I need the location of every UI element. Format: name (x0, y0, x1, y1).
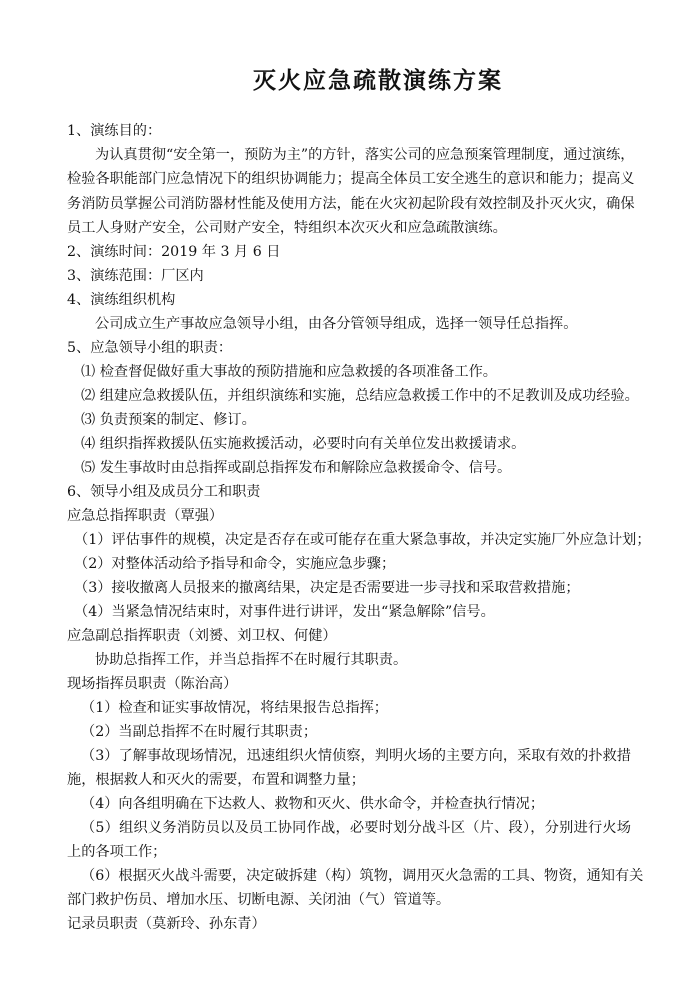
list-item: （4）当紧急情况结束时，对事件进行讲评，发出“紧急解除”信号。 (74, 604, 495, 620)
section-2-heading: 2、演练时间：2019 年 3 月 6 日 (67, 244, 281, 260)
list-item: （3）了解事故现场情况，迅速组织火情侦察，判明火场的主要方向，采取有效的扑救措 (81, 748, 631, 764)
subheading: 应急副总指挥职责（刘赟、刘卫权、何健） (67, 628, 337, 644)
list-item: （1）检查和证实事故情况，将结果报告总指挥； (81, 700, 388, 716)
list-item-continuation: 上的各项工作； (67, 844, 167, 860)
list-item: ⑶ 负责预案的制定、修订。 (81, 412, 256, 428)
body-line: 员工人身财产安全，公司财产安全，特组织本次灭火和应急疏散演练。 (67, 220, 507, 236)
list-item: ⑸ 发生事故时由总指挥或副总指挥发布和解除应急救援命令、信号。 (81, 460, 512, 476)
section-3-heading: 3、演练范围：厂区内 (67, 268, 204, 284)
list-item: （2）对整体活动给予指导和命令，实施应急步骤； (74, 556, 396, 572)
list-item: （2）当副总指挥不在时履行其职责； (81, 724, 318, 740)
list-item: （6）根据灭火战斗需要，决定破拆建（构）筑物，调用灭火急需的工具、物资，通知有关 (81, 868, 644, 884)
list-item: （1）评估事件的规模，决定是否存在或可能存在重大紧急事故，并决定实施厂外应急计划； (74, 532, 651, 548)
subheading: 应急总指挥职责（覃强） (67, 508, 224, 524)
list-item: ⑵ 组建应急救援队伍，并组织演练和实施，总结应急救援工作中的不足教训及成功经验。 (81, 388, 639, 404)
list-item-continuation: 部门救护伤员、增加水压、切断电源、关闭油（气）管道等。 (67, 892, 451, 908)
body-line: 为认真贯彻“安全第一，预防为主”的方针，落实公司的应急预案管理制度，通过演练， (95, 147, 635, 163)
section-1-heading: 1、演练目的： (67, 123, 162, 139)
subheading: 现场指挥员职责（陈治高） (67, 676, 238, 692)
list-item: （5）组织义务消防员以及员工协同作战，必要时划分战斗区（片、段），分别进行火场 (81, 820, 631, 836)
document-title: 灭火应急疏散演练方案 (253, 67, 503, 94)
list-item: ⑴ 检查督促做好重大事故的预防措施和应急救援的各项准备工作。 (81, 364, 497, 380)
section-4-heading: 4、演练组织机构 (67, 292, 176, 308)
section-6-heading: 6、领导小组及成员分工和职责 (67, 484, 261, 500)
body-line: 务消防员掌握公司消防器材性能及使用方法，能在火灾初起阶段有效控制及扑灭火灾，确保 (67, 196, 635, 212)
list-item-continuation: 施，根据救人和灭火的需要，布置和调整力量； (67, 772, 365, 788)
list-item: （4）向各组明确在下达救人、救物和灭火、供水命令，并检查执行情况； (81, 796, 545, 812)
body-line: 公司成立生产事故应急领导小组，由各分管领导组成，选择一领导任总指挥。 (95, 316, 578, 332)
list-item: ⑷ 组织指挥救援队伍实施救援活动，必要时向有关单位发出救援请求。 (81, 436, 526, 452)
list-item: （3）接收撤离人员报来的撤离结果，决定是否需要进一步寻找和采取营救措施； (74, 580, 580, 596)
subheading: 记录员职责（莫新玲、孙东青） (67, 916, 266, 932)
body-line: 检验各职能部门应急情况下的组织协调能力；提高全体员工安全逃生的意识和能力；提高义 (67, 171, 635, 187)
body-line: 协助总指挥工作，并当总指挥不在时履行其职责。 (95, 652, 408, 668)
section-5-heading: 5、应急领导小组的职责： (67, 340, 233, 356)
